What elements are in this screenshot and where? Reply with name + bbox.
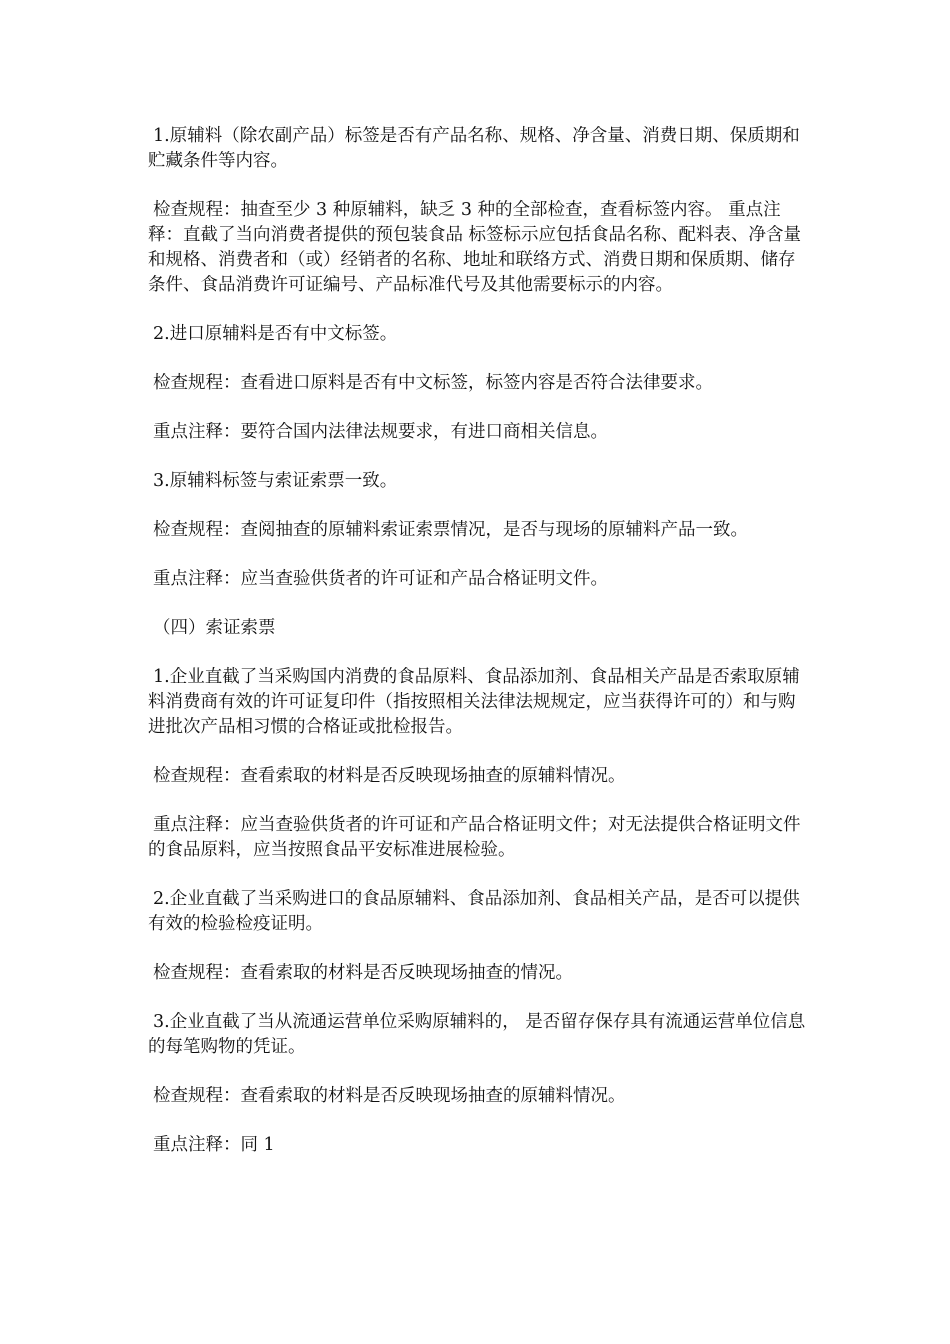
document-body: [148, 124, 808, 1182]
paragraph-12: 重点注释：应当查验供货者的许可证和产品合格证明文件；对无法提供合格证明文件的食品原料，应当按照食品平安标准进展检验。: [148, 815, 801, 860]
paragraph-13: 2.企业直截了当采购进口的食品原辅料、食品添加剂、食品相关产品，是否可以提供有效的检验检疫证明。: [148, 889, 800, 934]
paragraph-3: 2.进口原辅料是否有中文标签。: [153, 324, 398, 344]
paragraph-7: 检查规程：查阅抽查的原辅料索证索票情况，是否与现场的原辅料产品一致。: [153, 520, 748, 540]
paragraph-6: 3.原辅料标签与索证索票一致。: [153, 471, 398, 491]
paragraph-2: 检查规程：抽查至少 3 种原辅料，缺乏 3 种的全部检查，查看标签内容。 重点注释：直截了当向消费者提供的预包装食品 标签标示应包括食品名称、配料表、净含量和规格、消费者和（或）经销者的名称、地址和联络方式、消费日期和保质期、储存条件、食品消费许可证编号、产品标准代号及其他需要标示的内容。: [148, 200, 802, 295]
paragraph-8: 重点注释：应当查验供货者的许可证和产品合格证明文件。: [153, 569, 608, 589]
paragraph-1: 1.原辅料（除农副产品）标签是否有产品名称、规格、净含量、消费日期、保质期和贮藏条件等内容。: [148, 126, 800, 171]
section-heading: （四）索证索票: [153, 618, 276, 638]
paragraph-16: 检查规程：查看索取的材料是否反映现场抽查的原辅料情况。: [153, 1086, 626, 1106]
paragraph-14: 检查规程：查看索取的材料是否反映现场抽查的情况。: [153, 963, 573, 983]
paragraph-17: 重点注释：同 1: [153, 1135, 275, 1155]
paragraph-4: 检查规程：查看进口原料是否有中文标签，标签内容是否符合法律要求。: [153, 373, 713, 393]
paragraph-10: 1.企业直截了当采购国内消费的食品原料、食品添加剂、食品相关产品是否索取原辅料消费商有效的许可证复印件（指按照相关法律法规规定，应当获得许可的）和与购进批次产品相习惯的合格证或批检报告。: [148, 667, 800, 737]
paragraph-5: 重点注释：要符合国内法律法规要求，有进口商相关信息。: [153, 422, 608, 442]
paragraph-11: 检查规程：查看索取的材料是否反映现场抽查的原辅料情况。: [153, 766, 626, 786]
paragraph-15: 3.企业直截了当从流通运营单位采购原辅料的， 是否留存保存具有流通运营单位信息的每笔购物的凭证。: [148, 1012, 806, 1057]
